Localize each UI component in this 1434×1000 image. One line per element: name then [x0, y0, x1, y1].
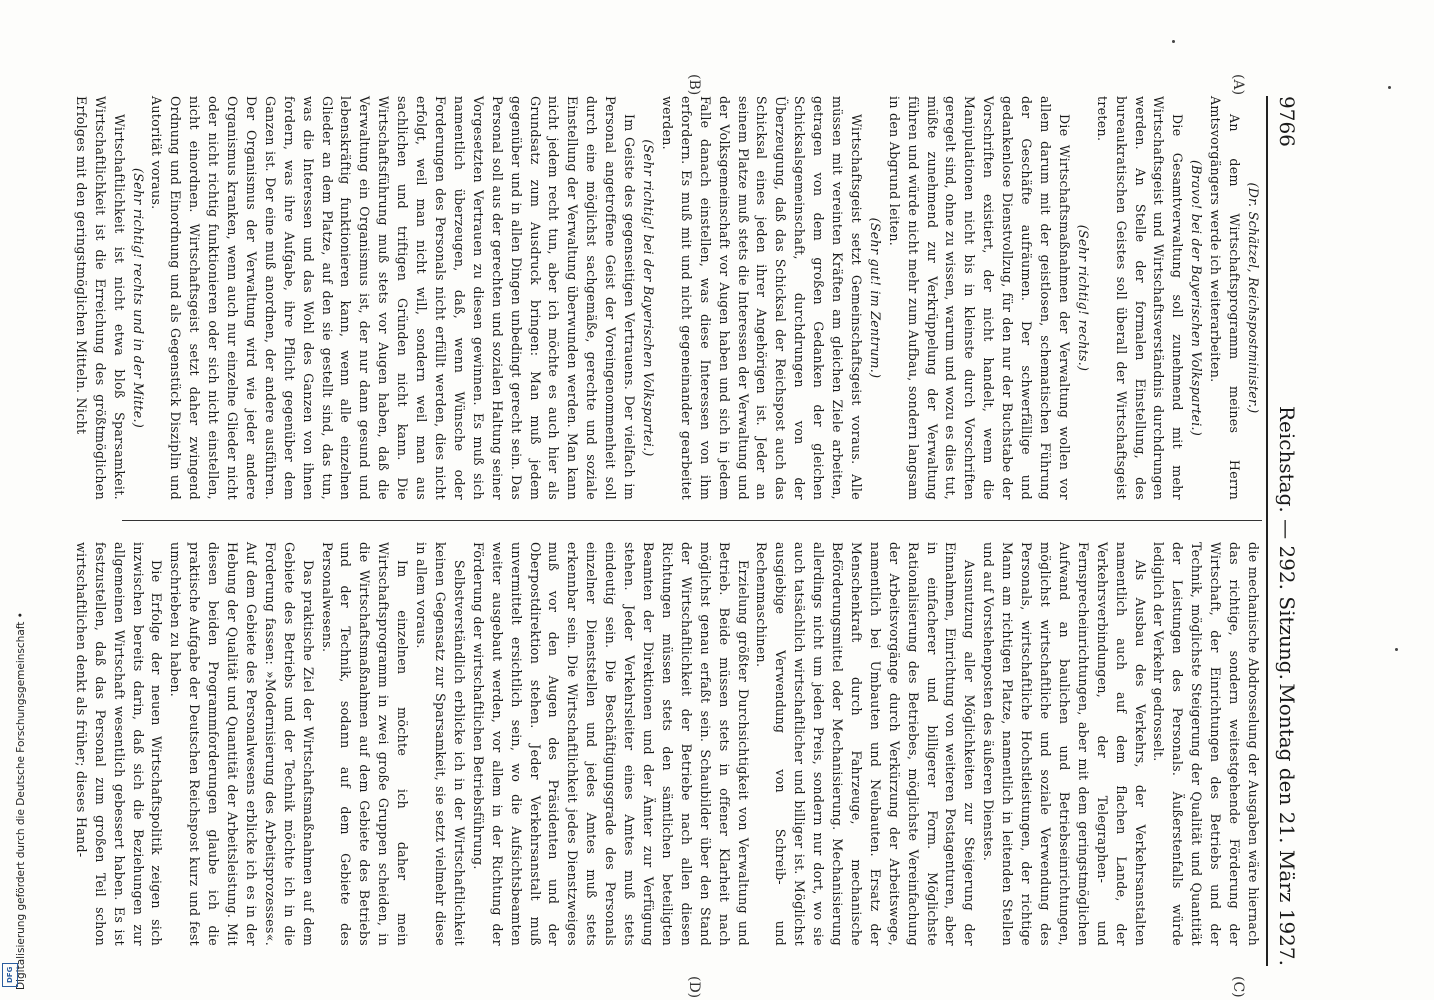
- paragraph: Die Wirtschaftsmaßnahmen der Verwaltung wollen vor allem darum mit der geistlosen, schematischen Führung der Geschäfte aufräumen. Der schwerfällige und gedankenlose Dienstvollzug, für den nur der Buchstabe der Vorschriften existiert, der nicht handelt, wenn die Manipulationen nicht bis in kleinste durch Vorschriften geregelt sind, ohne zu wissen, warum und wozu es dies tut, müßte zunehmend zur Verkrüppelung der Verwaltung führen und würde nicht mehr zum Aufbau, sondern langsam in den Abgrund leiten.: [886, 96, 1072, 500]
- paragraph: An dem Wirtschaftsprogramm meines Herrn Amtsvorgängers werde ich weiterarbeiten.: [1208, 96, 1243, 500]
- paragraph: Wirtschaftlichkeit ist nicht etwa bloß Sparsamkeit. Wirtschaftlichkeit ist die Erreichung des größtmöglichen Erfolges mit den geringstmöglichen Mitteln. Nicht: [73, 96, 127, 500]
- scan-speck: [1395, 648, 1398, 651]
- paragraph: Die Erfolge der neuen Wirtschaftspolitik zeigen sich inzwischen bereits darin, daß sich die Beziehungen zur allgemeinen Wirtschaft wesentlich gebessert haben. Es ist festzustellen, daß das Personal zum großen Teil schon wirtschaftlichen denkt als früher; dieses Hand-: [73, 542, 165, 946]
- speaker-line: (Dr. Schätzel, Reichspostminister.): [1246, 182, 1261, 414]
- digitization-footer: [0, 0, 27, 1000]
- document-page: [73, 74, 1302, 999]
- interjection: (Sehr richtig! rechts und in der Mitte.): [130, 167, 146, 429]
- interjection: (Sehr richtig! rechts.): [1075, 224, 1091, 372]
- paragraph: Erzielung größter Durchsichtigkeit von Verwaltung und Betrieb. Beide müssen stets in offener Klarheit nach möglichst genau erfaßt sein. Schaubilder über den Stand der Wirtschaftlichkeit der Betriebe nach allen diesen Richtungen müssen stets den sämtlichen beteiligten Beamten der Direktionen und der Ämter zur Verfügung stehen. Jeder Verkehrsleiter eines Amtes muß stets eindeutig sein. Die Beschäftigungsgrade des Personals einzelner Dienststellen und jedes Amtes muß stets erkennbar sein. Die Wirtschaftlichkeit jedes Dienstzweiges muß vor den Augen des Präsidenten und der Oberpostdirektion stehen. Jeder Verkehrsanstalt muß unvermittelt ersichtlich sein, wo die Aufsichtsbeamten weiter ausgebaut werden, vor allem in der Richtung der Förderung der wirtschaftlichen Betriebsführung.: [470, 542, 751, 946]
- digitization-credit: Digitalisierung gefördert durch die Deutsche Forschungsgemeinschaft •: [15, 612, 27, 990]
- session-title: Reichstag. — 292. Sitzung.: [1275, 406, 1299, 680]
- paragraph: Im einzelnen möchte ich daher mein Wirtschaftsprogramm in zwei große Gruppen scheiden, in die Wirtschaftsmaßnahmen auf dem Gebiete des Betriebs und der Technik, sodann auf dem Gebiete des Personalwesens.: [319, 542, 411, 946]
- margin-marker-a: (A): [1230, 74, 1246, 96]
- page-number: 9766: [1275, 96, 1299, 147]
- margin-marker-b: (B): [686, 74, 702, 96]
- column-divider: [122, 520, 1262, 521]
- paragraph: Im Geiste des gegenseitigen Vertrauens. Der vielfach im Personal angetroffene Geist der Voreingenommenheit soll durch eine möglichst sachgemäße, gerechte und soziale Einstellung der Verwaltung überwunden werden. Man kann nicht jedem recht tun, aber ich möchte es auch hier als Grundsatz zum Ausdruck bringen: Man muß jedem gegenüber und in allen Dingen unbedingt gerecht sein. Das Personal soll aus der gerechten und sozialen Haltung seiner Vorgesetzten Vertrauen zu diesen gewinnen. Es muß sich namentlich überzeugen, daß, wenn Wünsche oder Forderungen des Personals nicht erfüllt werden, dies nicht erfolgt, weil man nicht will, sondern weil man aus sachlichen und triftigen Gründen nicht kann. Die Wirtschaftsführung muß stets vor Augen haben, daß die Verwaltung ein Organismus ist, der nur dann gesund und lebenskräftig funktionieren kann, wenn alle einzelnen Glieder an dem Platze, auf den sie gestellt sind, das tun, was die Interessen und das Wohl des Ganzen von ihnen fordern, was ihre Aufgabe, ihre Pflicht gegenüber dem Ganzen ist. Der eine muß anordnen, der andere ausführen. Der Organismus der Verwaltung wird wie jeder andere Organismus kranken, wenn auch nur einzelne Glieder nicht oder nicht richtig funktionieren oder sich nicht einstellen, nicht einordnen. Wirtschaftsgeist setzt daher zwingend Ordnung und Einordnung und als Gegenstück Disziplin und Autorität voraus.: [149, 96, 638, 500]
- scan-speck: [1388, 86, 1391, 89]
- scan-speck: [1172, 40, 1175, 43]
- interjection: (Bravo! bei der Bayerischen Volkspartei.): [1189, 159, 1205, 437]
- margin-marker-c: (C): [1230, 976, 1246, 998]
- interjection: (Sehr richtig! bei der Bayerischen Volkspartei.): [641, 139, 656, 457]
- paragraph: Selbstverständlich erblicke ich in der Wirtschaftlichkeit keinen Gegensatz zur Sparsamkeit, sie setzt vielmehr diese in allem voraus.: [414, 542, 467, 946]
- paragraph: Die Gesamtverwaltung soll zunehmend mit mehr Wirtschaftsgeist und Wirtschaftsverständnis durchdrungen werden. An Stelle der formalen Einstellung, des bureaukratischen Geistes soll überall der Wirtschaftsgeist treten.: [1094, 96, 1186, 500]
- paragraph: Das praktische Ziel der Wirtschaftsmaßnahmen auf dem Gebiete des Betriebs und der Technik möchte ich in die Forderung fassen: »Modernisierung des Arbeitsprozesses«. Auf dem Gebiete des Personalwesens erblicke ich es in der Hebung der Qualität und Quantität der Arbeitsleistung. Mit diesen beiden Programmforderungen glaube ich die praktische Aufgabe der Deutschen Reichspost kurz und fest umschrieben zu haben.: [168, 542, 316, 946]
- paragraph: Als Ausbau des Verkehrs, der Verkehrsanstalten namentlich auch auf dem flachen Lande, der Verkehrsverbindungen, der Telegraphen- und Fernsprecheinrichtungen, aber mit dem geringstmöglichen Aufwand an baulichen und Betriebseinrichtungen, möglichst wirtschaftliche und soziale Verwendung des Personals, wirtschaftliche Hochstleistungen, der richtige Mann am richtigen Platze, namentlich in leitenden Stellen und auf Vorstehenposten des äußeren Dienstes.: [981, 542, 1148, 946]
- margin-marker-d: (D): [686, 976, 702, 999]
- header-rule: [1266, 96, 1268, 966]
- left-column: [73, 96, 1262, 500]
- paragraph: Ausnutzung aller Möglichkeiten zur Steigerung der Einnahmen, Einrichtung von weiteren Postagenturen, aber in einfacherer und billigerer Form. Möglichste Rationalisierung des Betriebes, möglichste Vereinfachung der Arbeitsvorgänge durch Verkürzung der Arbeitswege, namentlich bei Umbauten und Neubauten. Ersatz der Menschenkraft durch Fahrzeuge, mechanische Beförderungsmittel oder Mechanisierung. Mechanisierung allerdings nicht um jeden Preis, sondern nur dort, wo sie auch tatsächlich wirtschaftlicher und billiger ist. Möglichst ausgiebige Verwendung von Schreib- und Rechenmaschinen.: [754, 542, 978, 946]
- paragraph: Wirtschaftsgeist setzt Gemeinschaftsgeist voraus. Alle müssen mit vereinten Kräften am gleichen Ziele arbeiten, getragen von dem großen Gedanken der gleichen Schicksalsgemeinschaft, durchdrungen von der Überzeugung, daß das Schicksal der Reichspost auch das Schicksal eines jeden ihrer Angehörigen ist. Jeder an seinem Platze muß stets die Interessen der Verwaltung und der Volksgemeinschaft vor Augen haben und sich in jedem Falle danach einstellen, was diese Interessen von ihm erfordern. Es muß mit und nicht gegeneinander gearbeitet werden.: [659, 96, 864, 500]
- right-column: [73, 542, 1262, 946]
- dfg-logo-icon: DFG: [2, 963, 18, 987]
- session-date: Montag den 21. März 1927.: [1275, 683, 1299, 966]
- interjection: (Sehr gut! im Zentrum.): [867, 217, 883, 379]
- paragraph: die mechanische Abdrosselung der Ausgaben wäre hiernach das richtige, sondern weitestgehende Förderung der Wirtschaft, der Einrichtungen des Betriebs und der Technik, möglichste Steigerung der Qualität und Quantität der Leistungen des Personals. Äußerstenfalls würde lediglich der Verkehr gedrosselt.: [1151, 542, 1261, 946]
- page-header: [1272, 96, 1302, 966]
